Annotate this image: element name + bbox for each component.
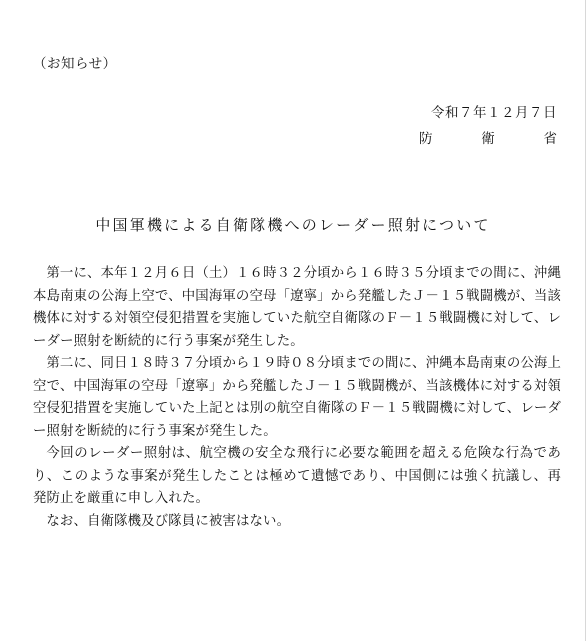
document-body: [33, 263, 561, 533]
issuer-char: 衛: [481, 131, 495, 147]
issuer-name: [419, 126, 557, 152]
notice-label: （お知らせ）: [33, 56, 117, 72]
paragraph-third: 今回のレーダー照射は、航空機の安全な飛行に必要な範囲を超える危険な行為であり、このような事案が発生したことは極めて遺憾であり、中国側には強く抗議し、再発防止を厳重に申し入れた。: [33, 446, 561, 506]
document-title: 中国軍機による自衛隊機へのレーダー照射について: [95, 216, 491, 234]
paragraph-fourth: なお、自衛隊機及び隊員に被害はない。: [46, 513, 291, 529]
issuer-char: 省: [543, 131, 557, 147]
paragraph-first: 第一に、本年１２月６日（土）１６時３２分頃から１６時３５分頃までの間に、沖縄本島南東の公海上空で、中国海軍の空母「遼寧」から発艦したＪ－１５戦闘機が、当該機体に対する対領空侵犯措置を実施していた航空自衛隊のＦ－１５戦闘機に対して、レーダー照射を断続的に行う事案が発生した。: [33, 266, 561, 349]
paragraph-second: 第二に、同日１８時３７分頃から１９時０８分頃までの間に、沖縄本島南東の公海上空で、中国海軍の空母「遼寧」から発艦したＪ－１５戦闘機が、当該機体に対する対領空侵犯措置を実施していた上記とは別の航空自衛隊のＦ－１５戦闘機に対して、レーダー照射を断続的に行う事案が発生した。: [33, 356, 561, 439]
header-block: [419, 100, 557, 152]
issue-date: 令和７年１２月７日: [431, 105, 557, 121]
issuer-char: 防: [419, 131, 433, 147]
